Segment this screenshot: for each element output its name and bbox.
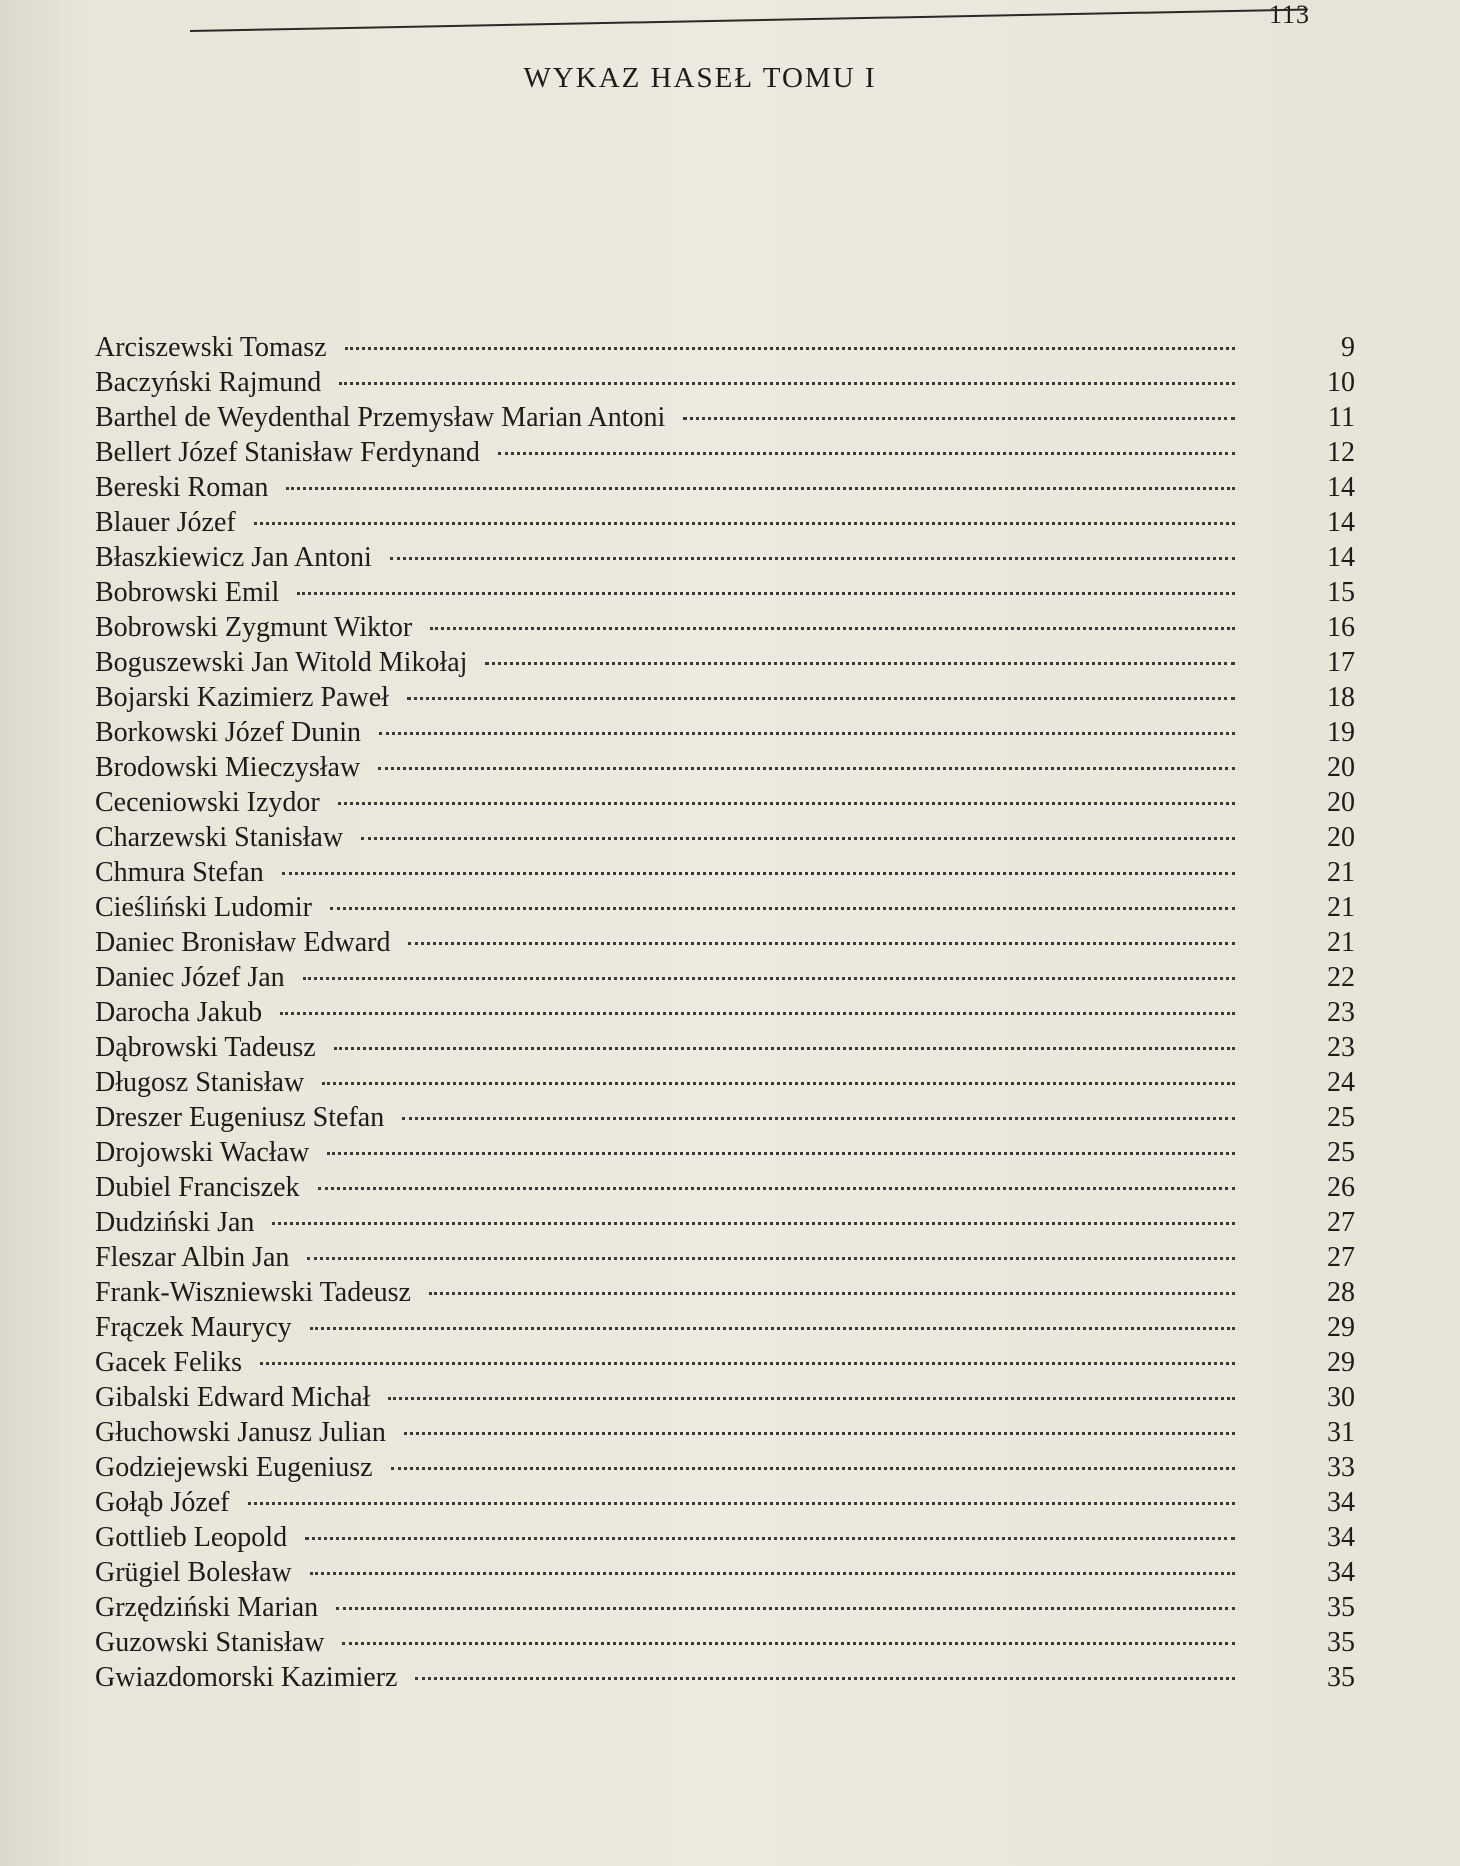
entry-name: Grügiel Bolesław bbox=[95, 1557, 292, 1588]
index-entry bbox=[95, 610, 1355, 645]
dot-leader bbox=[330, 906, 1235, 910]
index-entry bbox=[95, 960, 1355, 995]
entry-name: Chmura Stefan bbox=[95, 857, 264, 888]
entry-page-number: 35 bbox=[1327, 1627, 1355, 1658]
entry-page-number: 35 bbox=[1327, 1592, 1355, 1623]
dot-leader bbox=[429, 1291, 1235, 1295]
index-entry bbox=[95, 330, 1355, 365]
dot-leader bbox=[334, 1046, 1235, 1050]
entry-page-number: 34 bbox=[1327, 1522, 1355, 1553]
entry-page-number: 34 bbox=[1327, 1557, 1355, 1588]
index-entry bbox=[95, 1590, 1355, 1625]
index-entry bbox=[95, 1275, 1355, 1310]
entry-name: Grzędziński Marian bbox=[95, 1592, 319, 1623]
dot-leader bbox=[342, 1641, 1235, 1645]
dot-leader bbox=[336, 1606, 1235, 1610]
entry-page-number: 14 bbox=[1327, 542, 1355, 573]
entry-name: Boguszewski Jan Witold Mikołaj bbox=[95, 647, 468, 678]
entry-page-number: 28 bbox=[1327, 1277, 1355, 1308]
dot-leader bbox=[260, 1361, 1235, 1365]
index-entry bbox=[95, 400, 1355, 435]
dot-leader bbox=[404, 1431, 1235, 1435]
entry-name: Daniec Bronisław Edward bbox=[95, 927, 391, 958]
entry-page-number: 21 bbox=[1327, 892, 1355, 923]
dot-leader bbox=[388, 1396, 1235, 1400]
index-entry bbox=[95, 540, 1355, 575]
entry-page-number: 14 bbox=[1327, 472, 1355, 503]
entry-page-number: 22 bbox=[1327, 962, 1355, 993]
entry-page-number: 27 bbox=[1327, 1242, 1355, 1273]
entry-name: Gibalski Edward Michał bbox=[95, 1382, 371, 1413]
dot-leader bbox=[379, 731, 1235, 735]
entry-name: Ceceniowski Izydor bbox=[95, 787, 320, 818]
dot-leader bbox=[408, 941, 1235, 945]
entry-page-number: 23 bbox=[1327, 997, 1355, 1028]
index-entry bbox=[95, 1170, 1355, 1205]
dot-leader bbox=[415, 1676, 1235, 1680]
entry-page-number: 35 bbox=[1327, 1662, 1355, 1693]
index-entry bbox=[95, 505, 1355, 540]
entry-name: Bojarski Kazimierz Paweł bbox=[95, 682, 389, 713]
dot-leader bbox=[378, 766, 1235, 770]
entry-name: Dreszer Eugeniusz Stefan bbox=[95, 1102, 385, 1133]
index-entry bbox=[95, 925, 1355, 960]
entry-name: Frank-Wiszniewski Tadeusz bbox=[95, 1277, 411, 1308]
dot-leader bbox=[322, 1081, 1235, 1085]
index-entry bbox=[95, 785, 1355, 820]
entry-page-number: 21 bbox=[1327, 927, 1355, 958]
dot-leader bbox=[683, 416, 1235, 420]
entry-page-number: 21 bbox=[1327, 857, 1355, 888]
index-entry bbox=[95, 1485, 1355, 1520]
dot-leader bbox=[307, 1256, 1235, 1260]
entry-name: Guzowski Stanisław bbox=[95, 1627, 325, 1658]
index-entry bbox=[95, 1660, 1355, 1695]
dot-leader bbox=[248, 1501, 1235, 1505]
index-entry bbox=[95, 1450, 1355, 1485]
entry-page-number: 27 bbox=[1327, 1207, 1355, 1238]
dot-leader bbox=[430, 626, 1235, 630]
index-entry bbox=[95, 470, 1355, 505]
index-entry bbox=[95, 435, 1355, 470]
entry-name: Błaszkiewicz Jan Antoni bbox=[95, 542, 372, 573]
dot-leader bbox=[286, 486, 1235, 490]
entry-page-number: 25 bbox=[1327, 1137, 1355, 1168]
dot-leader bbox=[361, 836, 1235, 840]
page-title: WYKAZ HASEŁ TOMU I bbox=[523, 62, 877, 94]
index-entry bbox=[95, 1345, 1355, 1380]
entry-name: Blauer Józef bbox=[95, 507, 236, 538]
dot-leader bbox=[310, 1571, 1235, 1575]
entry-page-number: 12 bbox=[1327, 437, 1355, 468]
entry-name: Arciszewski Tomasz bbox=[95, 332, 327, 363]
dot-leader bbox=[498, 451, 1235, 455]
index-entry bbox=[95, 750, 1355, 785]
entry-name: Frączek Maurycy bbox=[95, 1312, 292, 1343]
index-entry bbox=[95, 1205, 1355, 1240]
entry-page-number: 16 bbox=[1327, 612, 1355, 643]
entry-name: Godziejewski Eugeniusz bbox=[95, 1452, 373, 1483]
entry-name: Cieśliński Ludomir bbox=[95, 892, 312, 923]
index-entry bbox=[95, 1380, 1355, 1415]
entry-name: Dudziński Jan bbox=[95, 1207, 255, 1238]
page-number: 113 bbox=[1268, 0, 1310, 29]
index-entry bbox=[95, 645, 1355, 680]
entry-page-number: 18 bbox=[1327, 682, 1355, 713]
entry-index-list bbox=[95, 330, 1355, 1695]
entry-page-number: 20 bbox=[1327, 787, 1355, 818]
dot-leader bbox=[402, 1116, 1235, 1120]
entry-page-number: 24 bbox=[1327, 1067, 1355, 1098]
entry-name: Darocha Jakub bbox=[95, 997, 263, 1028]
dot-leader bbox=[282, 871, 1235, 875]
header-rule bbox=[190, 9, 1308, 32]
entry-page-number: 30 bbox=[1327, 1382, 1355, 1413]
entry-page-number: 29 bbox=[1327, 1312, 1355, 1343]
index-entry bbox=[95, 995, 1355, 1030]
entry-page-number: 33 bbox=[1327, 1452, 1355, 1483]
index-entry bbox=[95, 1065, 1355, 1100]
entry-name: Charzewski Stanisław bbox=[95, 822, 344, 853]
index-entry bbox=[95, 1520, 1355, 1555]
entry-name: Bellert Józef Stanisław Ferdynand bbox=[95, 437, 480, 468]
entry-name: Długosz Stanisław bbox=[95, 1067, 305, 1098]
entry-page-number: 20 bbox=[1327, 822, 1355, 853]
dot-leader bbox=[327, 1151, 1235, 1155]
entry-page-number: 19 bbox=[1327, 717, 1355, 748]
entry-name: Dąbrowski Tadeusz bbox=[95, 1032, 316, 1063]
entry-page-number: 34 bbox=[1327, 1487, 1355, 1518]
index-entry bbox=[95, 1625, 1355, 1660]
dot-leader bbox=[345, 346, 1235, 350]
entry-name: Gołąb Józef bbox=[95, 1487, 230, 1518]
entry-name: Bereski Roman bbox=[95, 472, 269, 503]
index-entry bbox=[95, 680, 1355, 715]
dot-leader bbox=[305, 1536, 1235, 1540]
entry-name: Bobrowski Zygmunt Wiktor bbox=[95, 612, 413, 643]
entry-name: Dubiel Franciszek bbox=[95, 1172, 300, 1203]
dot-leader bbox=[254, 521, 1235, 525]
index-entry bbox=[95, 575, 1355, 610]
entry-name: Bobrowski Emil bbox=[95, 577, 280, 608]
entry-name: Baczyński Rajmund bbox=[95, 367, 322, 398]
entry-page-number: 23 bbox=[1327, 1032, 1355, 1063]
entry-page-number: 9 bbox=[1341, 332, 1355, 363]
index-entry bbox=[95, 1310, 1355, 1345]
dot-leader bbox=[272, 1221, 1235, 1225]
dot-leader bbox=[338, 801, 1235, 805]
entry-name: Brodowski Mieczysław bbox=[95, 752, 361, 783]
dot-leader bbox=[310, 1326, 1235, 1330]
index-entry bbox=[95, 1555, 1355, 1590]
entry-name: Daniec Józef Jan bbox=[95, 962, 285, 993]
entry-page-number: 10 bbox=[1327, 367, 1355, 398]
entry-page-number: 14 bbox=[1327, 507, 1355, 538]
dot-leader bbox=[318, 1186, 1236, 1190]
dot-leader bbox=[407, 696, 1235, 700]
index-entry bbox=[95, 365, 1355, 400]
entry-page-number: 25 bbox=[1327, 1102, 1355, 1133]
entry-name: Drojowski Wacław bbox=[95, 1137, 310, 1168]
entry-name: Gottlieb Leopold bbox=[95, 1522, 288, 1553]
entry-name: Gwiazdomorski Kazimierz bbox=[95, 1662, 398, 1693]
dot-leader bbox=[391, 1466, 1235, 1470]
entry-page-number: 20 bbox=[1327, 752, 1355, 783]
entry-name: Barthel de Weydenthal Przemysław Marian Antoni bbox=[95, 402, 666, 433]
entry-page-number: 29 bbox=[1327, 1347, 1355, 1378]
entry-name: Głuchowski Janusz Julian bbox=[95, 1417, 386, 1448]
index-entry bbox=[95, 1415, 1355, 1450]
index-entry bbox=[95, 820, 1355, 855]
index-entry bbox=[95, 1135, 1355, 1170]
dot-leader bbox=[390, 556, 1235, 560]
index-entry bbox=[95, 890, 1355, 925]
dot-leader bbox=[303, 976, 1235, 980]
entry-page-number: 26 bbox=[1327, 1172, 1355, 1203]
dot-leader bbox=[485, 661, 1235, 665]
index-entry bbox=[95, 1100, 1355, 1135]
dot-leader bbox=[297, 591, 1235, 595]
index-entry bbox=[95, 1240, 1355, 1275]
index-entry bbox=[95, 1030, 1355, 1065]
entry-name: Borkowski Józef Dunin bbox=[95, 717, 361, 748]
dot-leader bbox=[339, 381, 1235, 385]
entry-name: Gacek Feliks bbox=[95, 1347, 242, 1378]
entry-name: Fleszar Albin Jan bbox=[95, 1242, 290, 1273]
entry-page-number: 11 bbox=[1328, 402, 1355, 433]
entry-page-number: 31 bbox=[1327, 1417, 1355, 1448]
entry-page-number: 15 bbox=[1327, 577, 1355, 608]
dot-leader bbox=[280, 1011, 1235, 1015]
index-entry bbox=[95, 855, 1355, 890]
entry-page-number: 17 bbox=[1327, 647, 1355, 678]
index-entry bbox=[95, 715, 1355, 750]
